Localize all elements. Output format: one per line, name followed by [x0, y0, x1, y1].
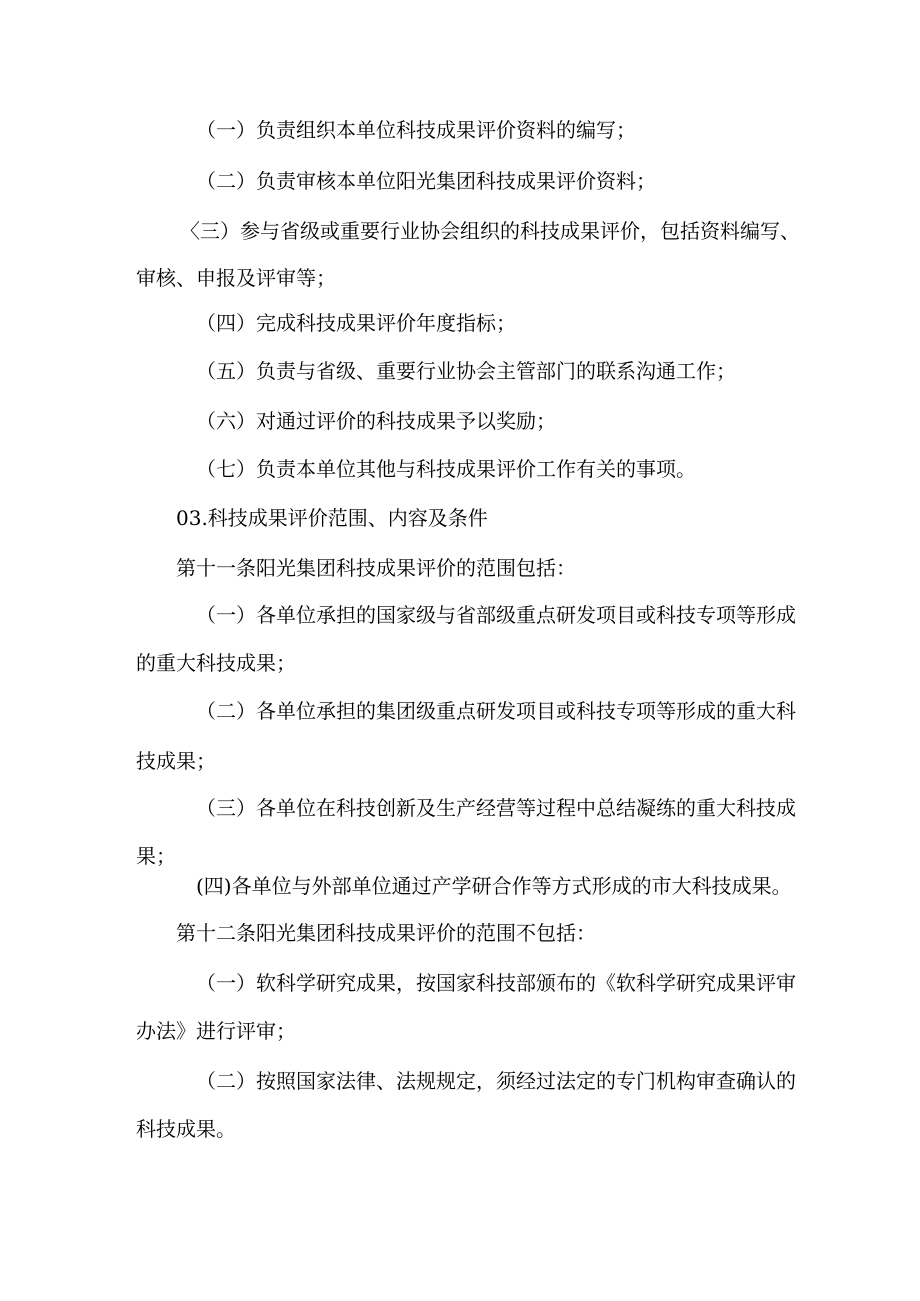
text-line: （二）按照国家法律、法规规定，须经过法定的专门机构审查确认的	[196, 1069, 796, 1093]
text-line: (四)各单位与外部单位通过产学研合作等方式形成的市大科技成果。	[196, 874, 792, 898]
text-line: （三）各单位在科技创新及生产经营等过程中总结凝练的重大科技成	[196, 796, 796, 820]
article-heading: 第十一条阳光集团科技成果评价的范围包括：	[176, 556, 576, 580]
section-heading: 03.科技成果评价范围、内容及条件	[176, 506, 488, 530]
text-line: 的重大科技成果；	[136, 651, 296, 675]
text-line: （二）各单位承担的集团级重点研发项目或科技专项等形成的重大科	[196, 699, 796, 723]
text-line: 审核、申报及评审等；	[136, 266, 336, 290]
text-line: （七）负责本单位其他与科技成果评价工作有关的事项。	[196, 457, 696, 481]
text-line: （一）软科学研究成果，按国家科技部颁布的《软科学研究成果评审	[196, 971, 796, 995]
text-line: 办法》进行评审；	[136, 1019, 296, 1043]
text-line: （六）对通过评价的科技成果予以奖励；	[196, 409, 556, 433]
text-line: （四）完成科技成果评价年度指标；	[196, 311, 516, 335]
article-heading: 第十二条阳光集团科技成果评价的范围不包括：	[176, 921, 596, 945]
text-line: （一）各单位承担的国家级与省部级重点研发项目或科技专项等形成	[196, 603, 796, 627]
text-line: （一）负责组织本单位科技成果评价资料的编写；	[196, 118, 636, 142]
text-line: 科技成果。	[136, 1117, 236, 1141]
text-line: 〈三）参与省级或重要行业协会组织的科技成果评价，包括资料编写、	[180, 219, 800, 243]
text-line: （五）负责与省级、重要行业协会主管部门的联系沟通工作；	[196, 359, 736, 383]
text-line: 技成果；	[136, 749, 216, 773]
text-line: （二）负责审核本单位阳光集团科技成果评价资料；	[196, 169, 656, 193]
text-line: 果；	[136, 844, 176, 868]
